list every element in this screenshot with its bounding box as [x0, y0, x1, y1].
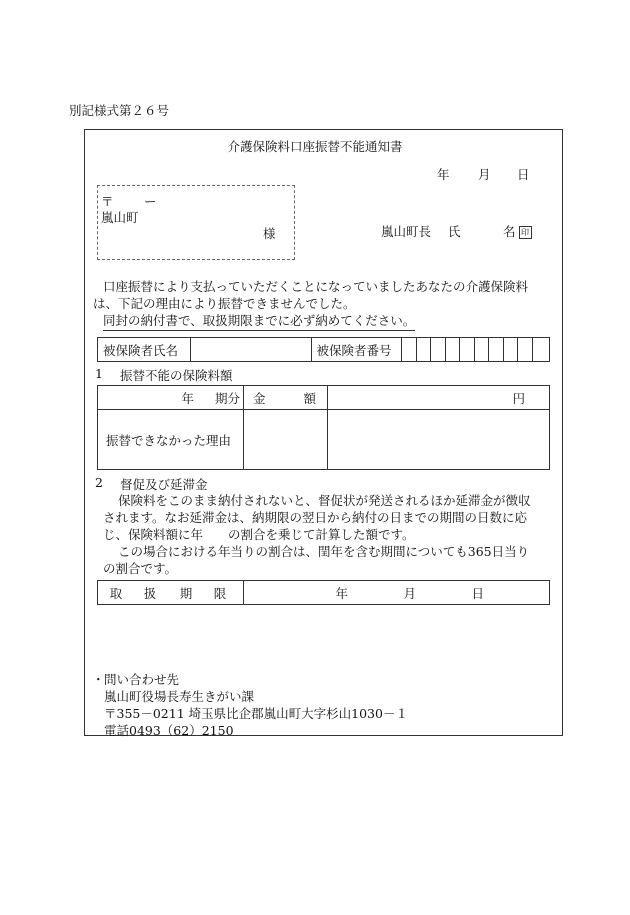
amount-label-cell — [244, 386, 328, 410]
postal-dash: ー — [144, 194, 157, 209]
deadline-char: 期 — [179, 585, 193, 601]
body-line-2: は、下記の理由により振替できませんでした。 — [93, 296, 356, 311]
section2-number: 2 — [95, 475, 103, 490]
insured-number-digit — [489, 338, 504, 362]
insured-number-digit — [402, 338, 417, 362]
document-title — [0, 137, 630, 155]
insured-number-digit — [475, 338, 489, 362]
premium-table — [97, 385, 550, 470]
year-label: 年 — [181, 390, 194, 406]
yen-label: 円 — [512, 390, 525, 406]
reason-label: 振替できなかった理由 — [98, 410, 244, 470]
deadline-char: 扱 — [143, 585, 157, 601]
deadline-year: 年 — [335, 585, 348, 601]
sender-mei-text: 名 — [503, 224, 516, 239]
deadline-month: 月 — [403, 585, 416, 601]
section2-para1-line1: 保険料をこのまま納付されないと、督促状が発送されるほか延滞金が徴収 — [118, 493, 531, 508]
contact-phone: 電話0493（62）2150 — [104, 723, 234, 738]
seal-icon: 印 — [519, 226, 532, 239]
deadline-char: 取 — [109, 585, 123, 601]
contact-bullet: ・ — [92, 672, 105, 687]
address-town: 嵐山町 — [101, 210, 139, 225]
date-year: 年 — [437, 167, 450, 182]
contact-heading: 問い合わせ先 — [104, 672, 180, 687]
amount-label-1: 金 — [253, 390, 266, 406]
insured-number-digit — [504, 338, 518, 362]
address-honorific: 様 — [263, 226, 276, 241]
period-label: 期分 — [214, 390, 240, 406]
reason-cell-2 — [328, 410, 550, 470]
sender-shi: 氏 — [448, 224, 461, 239]
insured-number-label: 被保険者番号 — [311, 338, 402, 362]
sender-title: 嵐山町長 — [381, 224, 432, 239]
title-text: 介護保険料口座振替不能通知書 — [227, 139, 403, 154]
insured-number-digit — [417, 338, 431, 362]
insured-name-label: 被保険者氏名 — [98, 338, 191, 362]
deadline-label — [98, 581, 244, 605]
contact-office: 嵐山町役場長寿生きがい課 — [104, 689, 255, 704]
postal-mark: 〒 — [101, 194, 114, 209]
section1-number: 1 — [95, 366, 103, 381]
section2-para2-line2: の割合です。 — [103, 561, 178, 576]
insured-table — [97, 337, 550, 362]
reason-cell-1 — [244, 410, 328, 470]
contact-address: 〒355－0211 埼玉県比企郡嵐山町大字杉山1030－１ — [104, 706, 408, 721]
date-day: 日 — [517, 167, 530, 182]
form-number: 別記様式第２６号 — [69, 103, 170, 118]
insured-number-digit — [460, 338, 475, 362]
deadline-table — [97, 580, 550, 605]
insured-name-cell — [190, 338, 311, 362]
section1-heading: 振替不能の保険料額 — [120, 368, 233, 383]
date-month: 月 — [478, 167, 491, 182]
deadline-char: 限 — [213, 585, 227, 601]
body-line-1: 口座振替により支払っていただくことになっていましたあなたの介護保険料 — [103, 279, 529, 294]
insured-number-digit — [517, 338, 532, 362]
section2-para1-line3: じ、保険料額に年 の割合を乗じて計算した額です。 — [103, 527, 415, 542]
section2-heading: 督促及び延滞金 — [120, 477, 208, 492]
insured-number-digit — [431, 338, 446, 362]
amount-value-cell — [328, 386, 550, 410]
body-line-3: 同封の納付書で、取扱期限までに必ず納めてください。 — [103, 311, 415, 331]
sender-mei — [503, 222, 532, 240]
section2-para1-line2: されます。なお延滞金は、納期限の翌日から納付の日までの期間の日数に応 — [103, 510, 528, 525]
deadline-day: 日 — [471, 585, 484, 601]
section2-para2-line1: この場合における年当りの割合は、閏年を含む期間についても365日当り — [118, 544, 530, 559]
amount-label-2: 額 — [303, 390, 317, 406]
insured-number-digit — [446, 338, 460, 362]
insured-number-digit — [532, 338, 549, 362]
deadline-date-cell — [244, 581, 550, 605]
year-period-cell — [98, 386, 244, 410]
